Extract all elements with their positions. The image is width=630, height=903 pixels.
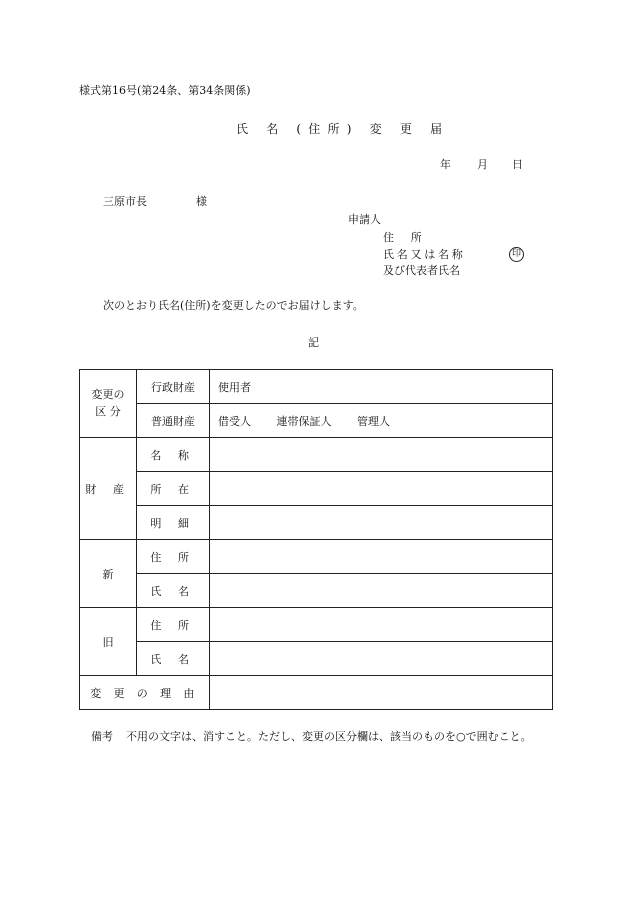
admin-property-label: 行政財産 — [137, 370, 210, 404]
statement: 次のとおり氏名(住所)を変更したのでお届けします。 — [103, 299, 364, 312]
table-row — [80, 506, 553, 540]
general-property-label: 普通財産 — [137, 404, 210, 438]
table-row — [80, 642, 553, 676]
admin-options — [210, 370, 553, 404]
table-row — [80, 370, 553, 404]
old-address-field[interactable] — [210, 608, 553, 642]
new-name-label: 氏 名 — [137, 574, 210, 608]
new-address-label: 住 所 — [137, 540, 210, 574]
applicant-address-label: 住 所 — [383, 231, 429, 244]
date-month: 月 — [477, 158, 488, 171]
old-name-field[interactable] — [210, 642, 553, 676]
date-year: 年 — [440, 158, 451, 171]
option-borrower[interactable]: 借受人 — [218, 414, 251, 428]
table-row — [80, 438, 553, 472]
old-address-label: 住 所 — [137, 608, 210, 642]
option-user[interactable]: 使用者 — [218, 380, 251, 394]
table-row — [80, 574, 553, 608]
addressee-name: 三原市長 — [103, 195, 147, 208]
property-label: 財 産 — [80, 438, 137, 540]
ki-label: 記 — [308, 336, 319, 349]
table-row — [80, 472, 553, 506]
reason-field[interactable] — [210, 676, 553, 710]
property-location-field[interactable] — [210, 472, 553, 506]
general-options — [210, 404, 553, 438]
table-row — [80, 540, 553, 574]
date-day: 日 — [512, 158, 523, 171]
property-location-label: 所 在 — [137, 472, 210, 506]
property-name-label: 名 称 — [137, 438, 210, 472]
new-label: 新 — [80, 540, 137, 608]
old-label: 旧 — [80, 608, 137, 676]
form-number: 様式第16号(第24条、第34条関係) — [79, 84, 251, 97]
table-row — [80, 404, 553, 438]
category-label: 変更の 区 分 — [80, 370, 137, 438]
old-name-label: 氏 名 — [137, 642, 210, 676]
applicant-label: 申請人 — [348, 213, 381, 226]
change-form-table — [79, 369, 553, 710]
reason-label: 変 更 の 理 由 — [80, 676, 210, 710]
property-detail-label: 明 細 — [137, 506, 210, 540]
table-row — [80, 608, 553, 642]
note-label: 備考 — [91, 730, 113, 743]
property-name-field[interactable] — [210, 438, 553, 472]
table-row — [80, 676, 553, 710]
option-guarantor[interactable]: 連帯保証人 — [276, 414, 332, 428]
page-title: 氏 名 (住所) 変 更 届 — [236, 122, 450, 136]
property-detail-field[interactable] — [210, 506, 553, 540]
applicant-rep-label: 及び代表者氏名 — [383, 264, 460, 277]
new-address-field[interactable] — [210, 540, 553, 574]
new-name-field[interactable] — [210, 574, 553, 608]
option-manager[interactable]: 管理人 — [357, 414, 390, 428]
addressee-honorific: 様 — [196, 195, 207, 208]
applicant-name-label: 氏名又は名称 — [383, 248, 466, 261]
seal-icon: 印 — [509, 246, 524, 262]
note-text: 不用の文字は、消すこと。ただし、変更の区分欄は、該当のものを○で囲むこと。 — [126, 730, 532, 743]
